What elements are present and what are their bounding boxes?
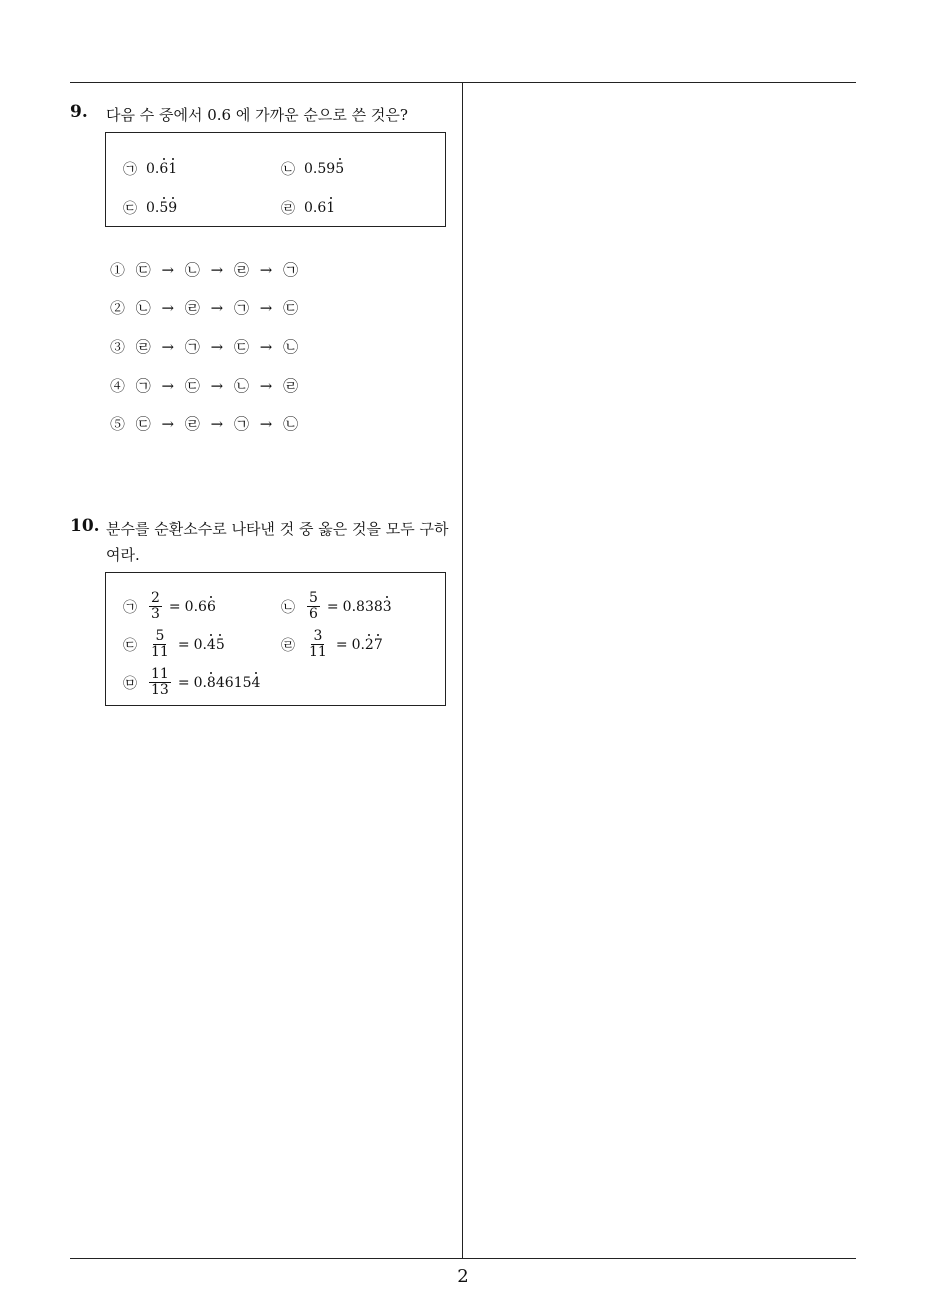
fraction: $\frac{2}{3}$: [151, 590, 160, 622]
q9-item-c: [123, 198, 177, 218]
equals-sign: =: [168, 598, 181, 615]
item-marker: ㉢: [123, 201, 137, 217]
decimal-value: 0.59: [146, 200, 178, 216]
q9-number: 9.: [70, 102, 88, 122]
q10-item-b: [281, 591, 392, 622]
decimal-value: 0.45: [193, 636, 225, 653]
item-marker: ㉤: [123, 675, 137, 692]
equals-sign: =: [177, 674, 190, 691]
item-marker: ㉠: [123, 599, 137, 616]
decimal-value: 0.66: [184, 598, 216, 615]
decimal-value: 0.61: [146, 161, 178, 177]
q10-choice-box: [105, 572, 446, 706]
equals-sign: =: [326, 598, 339, 615]
fraction: $\frac{5}{11}$: [151, 628, 169, 660]
item-marker: ㉢: [123, 637, 137, 654]
q10-question-line2: 여라.: [106, 546, 140, 564]
item-marker: ㉣: [281, 637, 295, 654]
decimal-value: 0.846154: [193, 674, 261, 691]
q9-item-d: [281, 198, 335, 218]
bottom-rule: [70, 1258, 856, 1259]
q10-question-line1: 분수를 순환소수로 나타낸 것 중 옳은 것을 모두 구하: [106, 520, 449, 538]
q9-question-text: 다음 수 중에서 0.6 에 가까운 순으로 쓴 것은?: [106, 106, 408, 124]
item-marker: ㉡: [281, 599, 295, 616]
q9-choice-box: [105, 132, 446, 227]
item-marker: ㉠: [123, 162, 137, 178]
q9-option-4[interactable]: ④ ㉠ → ㉢ → ㉡ → ㉣: [110, 377, 299, 395]
decimal-value: 0.27: [351, 636, 383, 653]
fraction: $\frac{11}{13}$: [151, 666, 169, 698]
q10-item-e: [123, 667, 260, 698]
q10-item-d: [281, 629, 383, 660]
equals-sign: =: [177, 636, 190, 653]
q9-option-5[interactable]: ⑤ ㉢ → ㉣ → ㉠ → ㉡: [110, 415, 299, 433]
column-divider: [462, 82, 463, 1259]
q10-item-c: [123, 629, 225, 660]
equals-sign: =: [335, 636, 348, 653]
item-marker: ㉡: [281, 162, 295, 178]
q9-item-b: [281, 159, 344, 179]
top-rule: [70, 82, 856, 83]
page-number: 2: [457, 1266, 469, 1287]
item-marker: ㉣: [281, 201, 295, 217]
q9-item-a: [123, 159, 177, 179]
fraction: $\frac{3}{11}$: [309, 628, 327, 660]
q9-option-3[interactable]: ③ ㉣ → ㉠ → ㉢ → ㉡: [110, 338, 299, 356]
fraction: $\frac{5}{6}$: [309, 590, 318, 622]
decimal-value: 0.8383: [342, 598, 392, 615]
q10-item-a: [123, 591, 216, 622]
decimal-value: 0.61: [304, 200, 336, 216]
q9-option-1[interactable]: ① ㉢ → ㉡ → ㉣ → ㉠: [110, 261, 299, 279]
q10-number: 10.: [70, 516, 100, 536]
decimal-value: 0.595: [304, 161, 345, 177]
q9-option-2[interactable]: ② ㉡ → ㉣ → ㉠ → ㉢: [110, 299, 299, 317]
